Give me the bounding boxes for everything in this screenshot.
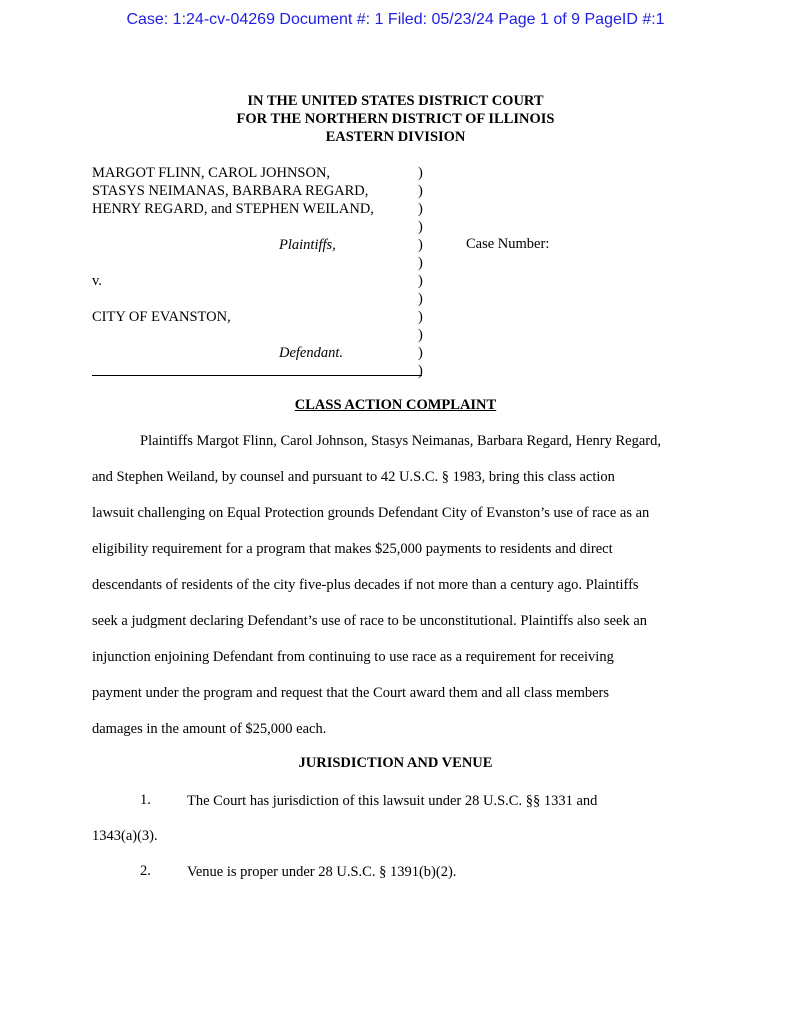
caption-rule xyxy=(92,375,422,376)
caption-paren: ) xyxy=(418,309,423,325)
case-number-label: Case Number: xyxy=(466,236,550,252)
court-header-line: IN THE UNITED STATES DISTRICT COURT xyxy=(247,93,544,109)
caption-paren: ) xyxy=(418,327,423,343)
intro-line: and Stephen Weiland, by counsel and pursuant to 42 U.S.C. § 1983, bring this class action xyxy=(92,469,615,485)
caption-paren: ) xyxy=(418,363,423,379)
intro-line: eligibility requirement for a program that makes $25,000 payments to residents and direct xyxy=(92,541,613,557)
versus: v. xyxy=(92,273,102,289)
intro-line: injunction enjoining Defendant from continuing to use race as a requirement for receiving xyxy=(92,649,614,665)
document-title: CLASS ACTION COMPLAINT xyxy=(294,397,497,413)
court-header-line: EASTERN DIVISION xyxy=(325,129,466,145)
caption-paren: ) xyxy=(418,255,423,271)
case-filing-stamp: Case: 1:24-cv-04269 Document #: 1 Filed: 05/23/24 Page 1 of 9 PageID #:1 xyxy=(126,11,665,28)
paragraph-text: The Court has jurisdiction of this lawsuit under 28 U.S.C. §§ 1331 and xyxy=(187,793,598,809)
paragraph-text: Venue is proper under 28 U.S.C. § 1391(b)(2). xyxy=(187,864,457,880)
defendant-name: CITY OF EVANSTON, xyxy=(92,309,231,325)
caption-paren: ) xyxy=(418,165,423,181)
intro-line: lawsuit challenging on Equal Protection grounds Defendant City of Evanston’s use of race as an xyxy=(92,505,650,521)
paragraph-continuation: 1343(a)(3). xyxy=(92,828,158,844)
intro-line: damages in the amount of $25,000 each. xyxy=(92,721,327,737)
caption-paren: ) xyxy=(418,201,423,217)
plaintiffs-label: Plaintiffs, xyxy=(279,237,336,253)
caption-paren: ) xyxy=(418,273,423,289)
intro-line: payment under the program and request that the Court award them and all class members xyxy=(92,685,610,701)
court-header xyxy=(0,92,791,146)
paragraph-number: 2. xyxy=(140,863,151,879)
section-heading: JURISDICTION AND VENUE xyxy=(298,755,493,771)
caption-paren: ) xyxy=(418,237,423,253)
caption-paren: ) xyxy=(418,219,423,235)
caption-paren: ) xyxy=(418,183,423,199)
intro-line: Plaintiffs Margot Flinn, Carol Johnson, Stasys Neimanas, Barbara Regard, Henry Regard, xyxy=(140,433,661,449)
court-header-line: FOR THE NORTHERN DISTRICT OF ILLINOIS xyxy=(236,111,555,127)
caption-paren: ) xyxy=(418,345,423,361)
plaintiffs-names-line: HENRY REGARD, and STEPHEN WEILAND, xyxy=(92,201,374,217)
intro-line: seek a judgment declaring Defendant’s use of race to be unconstitutional. Plaintiffs also seek an xyxy=(92,613,648,629)
plaintiffs-names-line: MARGOT FLINN, CAROL JOHNSON, xyxy=(92,165,331,181)
paragraph-number: 1. xyxy=(140,792,151,808)
caption-paren: ) xyxy=(418,291,423,307)
defendant-label: Defendant. xyxy=(279,345,344,361)
intro-line: descendants of residents of the city five-plus decades if not more than a century ago. Plaintiffs xyxy=(92,577,639,593)
plaintiffs-names-line: STASYS NEIMANAS, BARBARA REGARD, xyxy=(92,183,369,199)
